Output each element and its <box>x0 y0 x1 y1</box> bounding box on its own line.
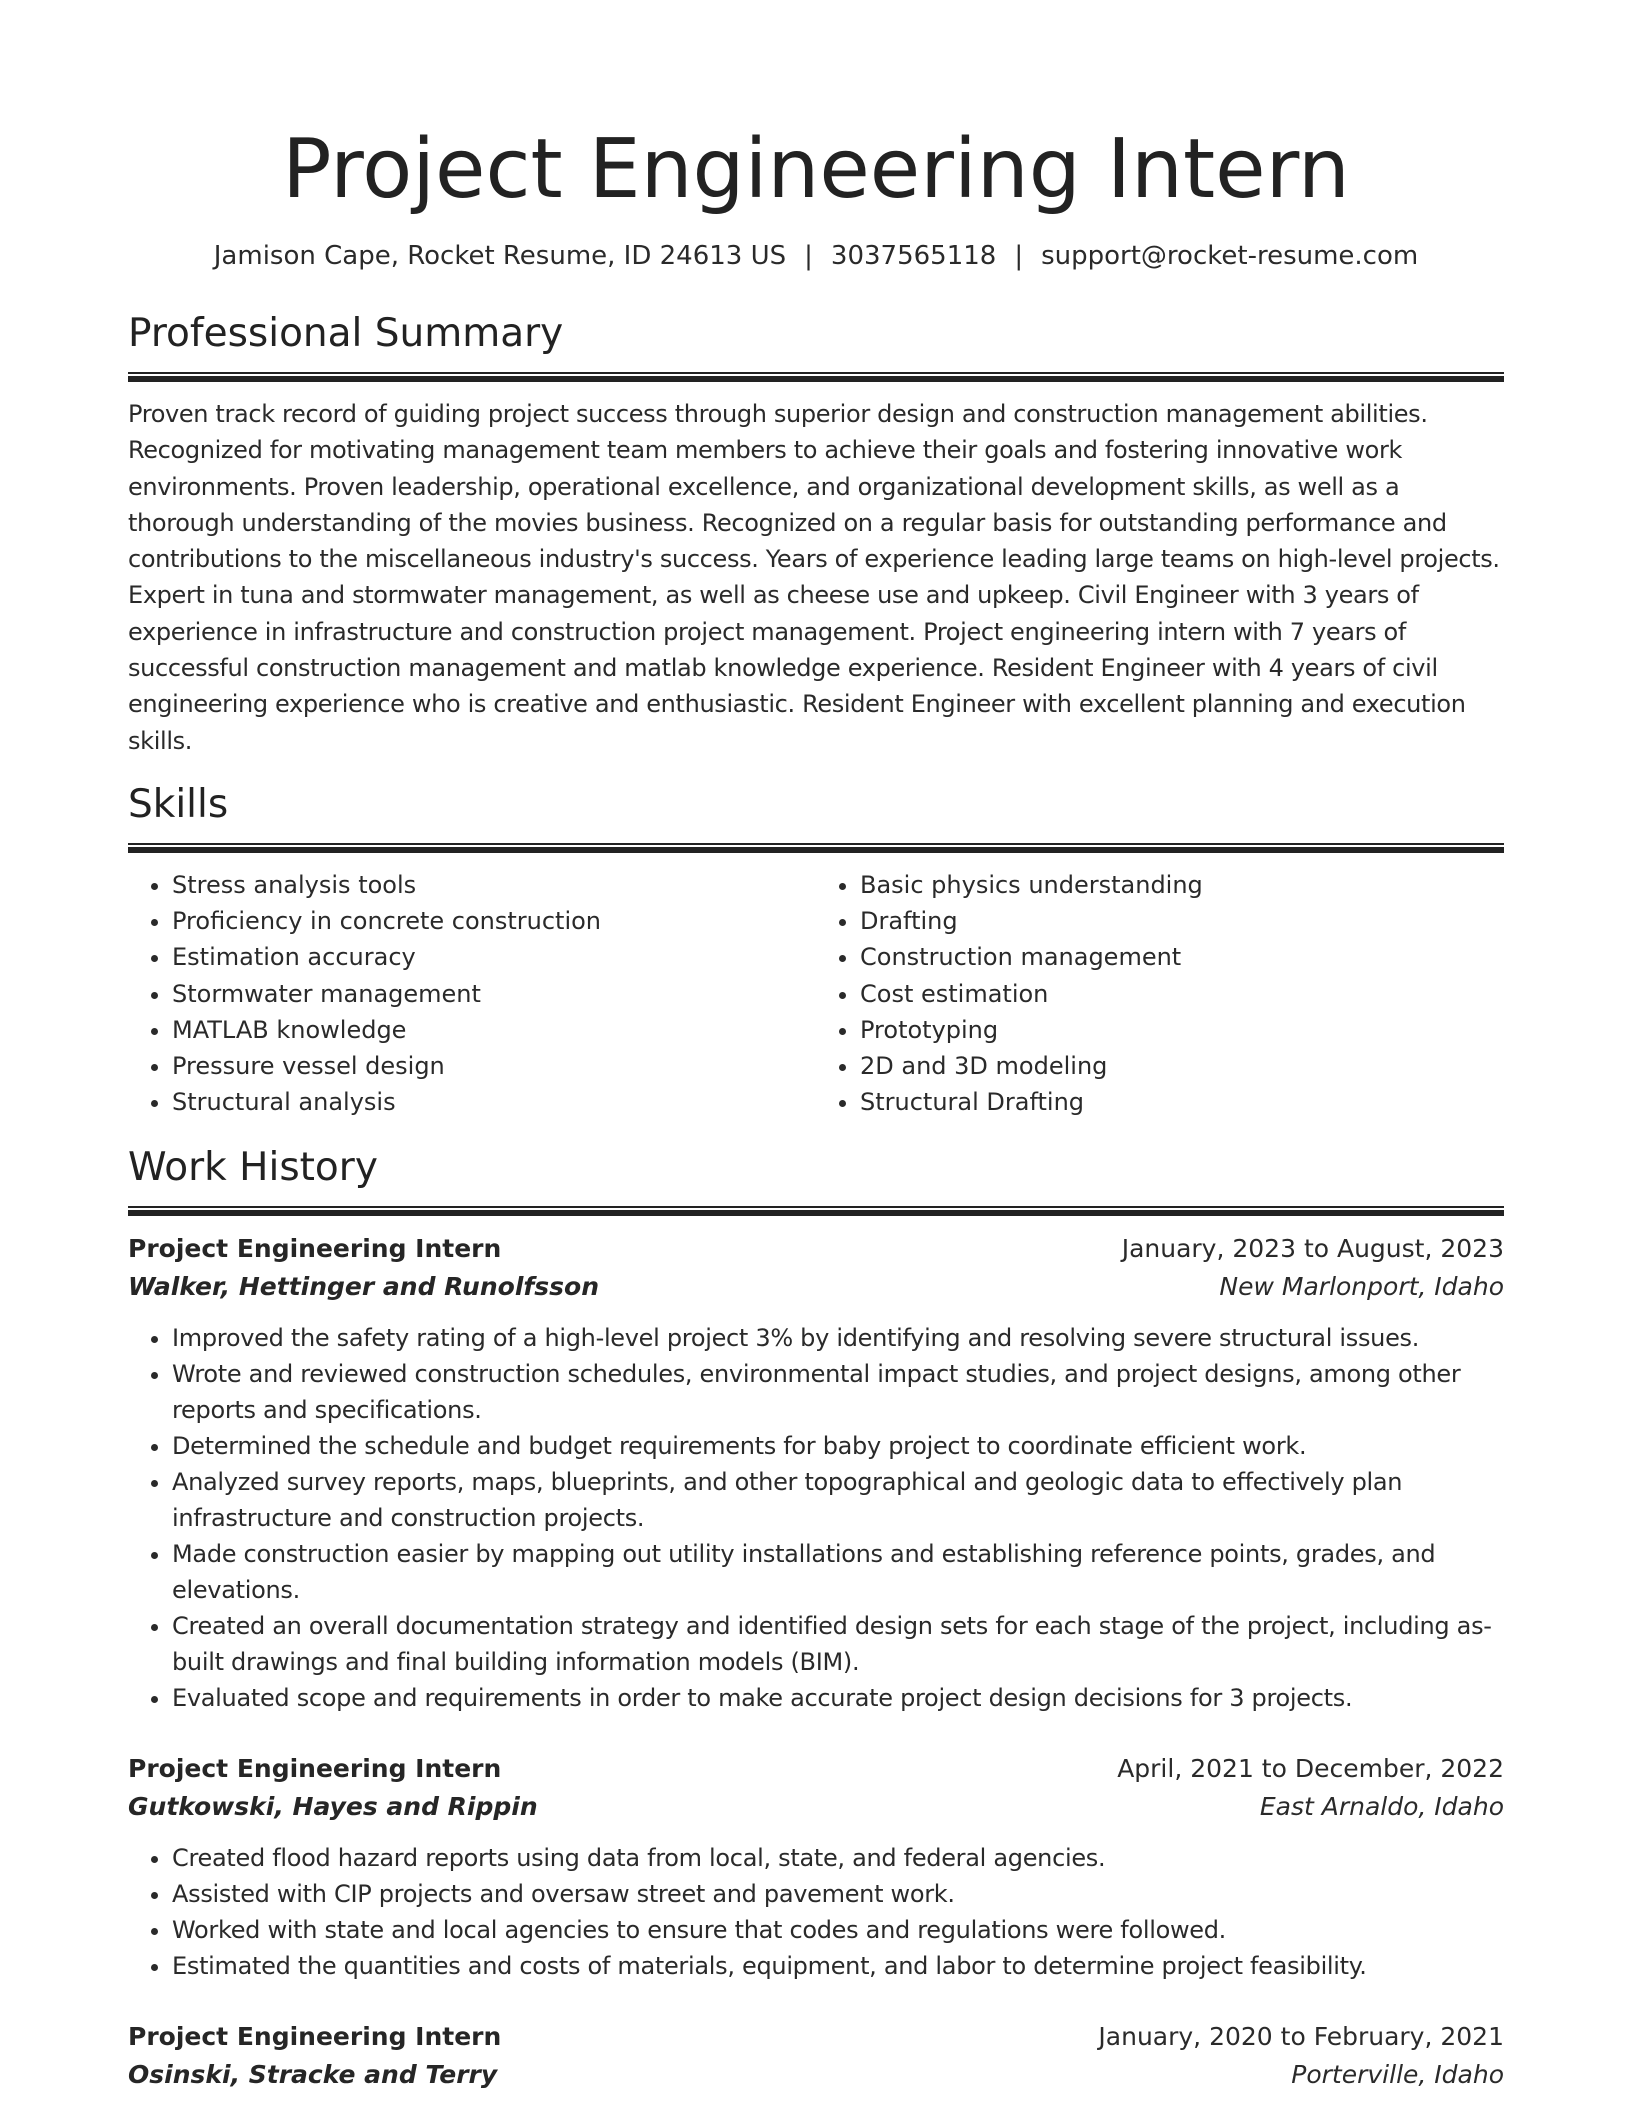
job-duty: • Worked with state and local agencies to ensure that codes and regulations were followed. <box>172 1912 1504 1948</box>
skill-item: • Cost estimation <box>860 976 1504 1012</box>
section-divider <box>128 843 1504 853</box>
contact-email: support@rocket-resume.com <box>1041 241 1419 271</box>
skills-list-left <box>128 867 816 1120</box>
skill-item: • Proficiency in concrete construction <box>172 903 816 939</box>
job-title: Project Engineering Intern <box>128 1754 502 1784</box>
skill-item: • Basic physics understanding <box>860 867 1504 903</box>
contact-line <box>128 240 1504 272</box>
contact-address: Jamison Cape, Rocket Resume, ID 24613 US <box>213 241 787 271</box>
job-location: New Marlonport, Idaho <box>1219 1272 1504 1302</box>
job-entry <box>128 1230 1504 1716</box>
section-title-work: Work History <box>128 1145 378 1191</box>
job-duty: • Created flood hazard reports using data from local, state, and federal agencies. <box>172 1840 1504 1876</box>
skill-item: • Prototyping <box>860 1012 1504 1048</box>
job-dates: April, 2021 to December, 2022 <box>1117 1754 1504 1784</box>
job-duty: • Wrote and reviewed construction schedules, environmental impact studies, and project designs, among other reports and specifications. <box>172 1356 1504 1428</box>
job-duty: • Improved the safety rating of a high-level project 3% by identifying and resolving severe structural issues. <box>172 1320 1504 1356</box>
work-history-section <box>128 1144 1504 2094</box>
job-company: Osinski, Stracke and Terry <box>128 2060 498 2090</box>
skill-item: • Stormwater management <box>172 976 816 1012</box>
skills-section <box>128 781 1504 1120</box>
job-entry <box>128 1750 1504 1984</box>
job-header-row <box>128 2018 1504 2056</box>
job-company-row <box>128 1788 1504 1826</box>
job-duty: • Created an overall documentation strategy and identified design sets for each stage of the project, including as-built drawings and final building information models (BIM). <box>172 1608 1504 1680</box>
job-header-row <box>128 1750 1504 1788</box>
job-dates: January, 2020 to February, 2021 <box>1098 2022 1504 2052</box>
contact-phone: 3037565118 <box>830 241 997 271</box>
job-company: Walker, Hettinger and Runolfsson <box>128 1272 599 1302</box>
job-company-row <box>128 1268 1504 1306</box>
section-title-summary: Professional Summary <box>128 311 564 356</box>
professional-summary-section <box>128 310 1504 759</box>
job-header-row <box>128 1230 1504 1268</box>
contact-separator: | <box>804 241 813 271</box>
job-location: East Arnaldo, Idaho <box>1259 1792 1504 1822</box>
skill-item: • Structural Drafting <box>860 1084 1504 1120</box>
skill-item: • Construction management <box>860 939 1504 975</box>
skill-item: • Drafting <box>860 903 1504 939</box>
skill-item: • 2D and 3D modeling <box>860 1048 1504 1084</box>
job-company: Gutkowski, Hayes and Rippin <box>128 1792 538 1822</box>
skills-list-right <box>816 867 1504 1120</box>
resume-name: Project Engineering Intern <box>282 122 1350 217</box>
contact-separator: | <box>1014 241 1024 271</box>
job-title: Project Engineering Intern <box>128 1234 502 1264</box>
skill-item: • MATLAB knowledge <box>172 1012 816 1048</box>
job-dates: January, 2023 to August, 2023 <box>1121 1234 1504 1264</box>
job-duty: • Made construction easier by mapping out utility installations and establishing reference points, grades, and elevations. <box>172 1536 1504 1608</box>
job-duty: • Analyzed survey reports, maps, blueprints, and other topographical and geologic data to effectively plan infrastructure and construction projects. <box>172 1464 1504 1536</box>
job-company-row <box>128 2056 1504 2094</box>
job-entry <box>128 2018 1504 2094</box>
job-title: Project Engineering Intern <box>128 2022 502 2052</box>
skills-columns <box>128 867 1504 1120</box>
job-duty: • Estimated the quantities and costs of materials, equipment, and labor to determine project feasibility. <box>172 1948 1504 1984</box>
section-title-skills: Skills <box>128 781 229 827</box>
skill-item: • Pressure vessel design <box>172 1048 816 1084</box>
job-duty: • Evaluated scope and requirements in order to make accurate project design decisions for 3 projects. <box>172 1680 1504 1716</box>
summary-text: Proven track record of guiding project success through superior design and construction management abilities. Recognized for motivating management team members to achieve their goals and fostering innovative work environments. Proven leadership, operational excellence, and organizational development skills, as well as a thorough understanding of the movies business. Recognized on a regular basis for outstanding performance and contributions to the miscellaneous industry's success. Years of experience leading large teams on high-level projects. Expert in tuna and stormwater management, as well as cheese use and upkeep. Civil Engineer with 3 years of experience in infrastructure and construction project management. Project engineering intern with 7 years of successful construction management and matlab knowledge experience. Resident Engineer with 4 years of civil engineering experience who is creative and enthusiastic. Resident Engineer with excellent planning and execution skills. <box>128 400 1500 755</box>
skill-item: • Structural analysis <box>172 1084 816 1120</box>
job-duty: • Determined the schedule and budget requirements for baby project to coordinate efficient work. <box>172 1428 1504 1464</box>
job-duty: • Assisted with CIP projects and oversaw street and pavement work. <box>172 1876 1504 1912</box>
job-duties-list <box>128 1320 1504 1716</box>
skill-item: • Stress analysis tools <box>172 867 816 903</box>
section-divider <box>128 372 1504 382</box>
job-location: Porterville, Idaho <box>1291 2060 1504 2090</box>
skill-item: • Estimation accuracy <box>172 939 816 975</box>
job-duties-list <box>128 1840 1504 1984</box>
section-divider <box>128 1206 1504 1216</box>
